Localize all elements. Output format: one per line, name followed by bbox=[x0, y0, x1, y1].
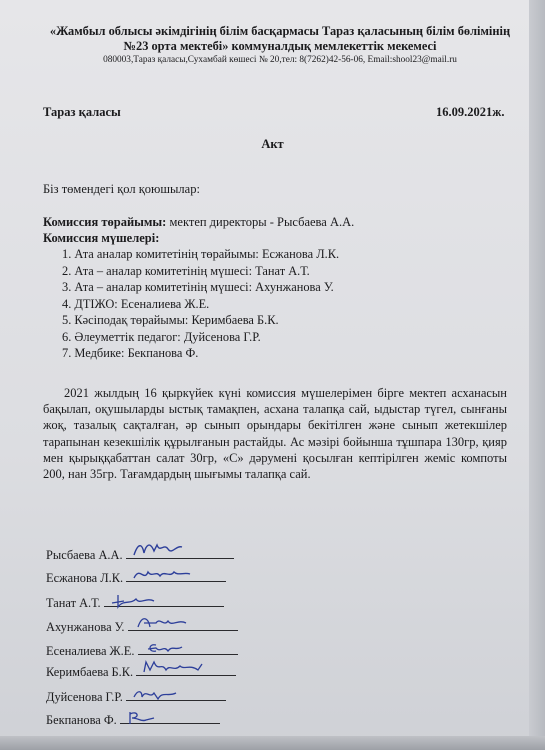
signer-name: Рысбаева А.А. bbox=[46, 548, 123, 562]
list-item: 4. ДТІЖО: Есеналиева Ж.Е. bbox=[62, 296, 210, 311]
signer-name: Дуйсенова Г.Р. bbox=[46, 690, 123, 704]
letterhead-line-2: №23 орта мектебі» коммуналдық мемлекеттік мекемесі bbox=[123, 39, 437, 53]
signature-row bbox=[46, 643, 238, 659]
act-paragraph: 2021 жылдың 16 қыркүйек күні комиссия мүшелерімен бірге мектеп асханасын бақылап, оқушыларды ыстық тамақпен, асхана талапқа сай, ыдыстар түгел, сынғаны жоқ, тазалық сақталған, әр сынып орындары бекітілген және сынып жетекшілер тарапынан кезекшілік құрылғанын растайды. Ас мәзірі бойынша тұшпара 130гр, қияр мен қырыққабаттан салат 30гр, «С» дәрумені қосылған кептірілген жеміс компоты 200, нан 35гр. Тағамдардың шығымы талапқа сай. bbox=[43, 386, 507, 482]
signature-line bbox=[120, 712, 220, 724]
signature-line bbox=[138, 643, 238, 655]
letterhead bbox=[40, 24, 520, 66]
signer-name: Танат А.Т. bbox=[46, 596, 101, 610]
signature-line bbox=[128, 619, 238, 631]
city: Тараз қаласы bbox=[43, 105, 121, 119]
signature-line bbox=[126, 570, 226, 582]
signature-row bbox=[46, 547, 234, 563]
chair-text: мектеп директоры - Рысбаева А.А. bbox=[166, 215, 355, 229]
signature-line bbox=[136, 664, 236, 676]
signature-line bbox=[126, 547, 234, 559]
members-list bbox=[43, 246, 339, 362]
handwritten-signature bbox=[140, 658, 206, 678]
list-item: 2. Ата – аналар комитетінің мүшесі: Танат А.Т. bbox=[62, 263, 310, 278]
members-heading: Комиссия мүшелері: bbox=[43, 231, 160, 245]
page-edge-shadow bbox=[529, 0, 545, 750]
handwritten-signature bbox=[130, 539, 190, 561]
signature-row bbox=[46, 619, 238, 635]
signature-row bbox=[46, 712, 220, 728]
signer-name: Ахунжанова У. bbox=[46, 620, 125, 634]
list-item: 1. Ата аналар комитетінің төрайымы: Есжанова Л.К. bbox=[62, 247, 340, 261]
list-item: 3. Ата – аналар комитетінің мүшесі: Ахунжанова У. bbox=[62, 280, 334, 294]
handwritten-signature bbox=[108, 591, 160, 609]
handwritten-signature bbox=[130, 685, 180, 703]
letterhead-line-1: «Жамбыл облысы әкімдігінің білім басқармасы Тараз қаласының білім бөлімінің bbox=[49, 24, 511, 38]
chair-label: Комиссия төрайымы: bbox=[43, 215, 167, 229]
letterhead-address: 080003,Тараз қаласы,Сухамбай көшесі № 20,тел: 8(7262)42-56-06, Email:shool23@mail.ru bbox=[103, 55, 457, 65]
page-bottom-shadow bbox=[0, 736, 545, 750]
list-item: 7. Медбике: Бекпанова Ф. bbox=[62, 346, 199, 360]
signature-row bbox=[46, 595, 224, 611]
handwritten-signature bbox=[130, 564, 194, 584]
commission-chair bbox=[43, 215, 354, 230]
handwritten-signature bbox=[142, 639, 186, 657]
signer-name: Есеналиева Ж.Е. bbox=[46, 644, 135, 658]
signer-name: Бекпанова Ф. bbox=[46, 713, 117, 727]
document-date: 16.09.2021ж. bbox=[436, 105, 505, 119]
signature-row bbox=[46, 664, 236, 680]
signature-row bbox=[46, 689, 226, 705]
handwritten-signature bbox=[132, 613, 192, 633]
signature-row bbox=[46, 570, 226, 586]
signature-line bbox=[126, 689, 226, 701]
list-item: 5. Кәсіподақ төрайымы: Керимбаева Б.К. bbox=[62, 313, 279, 327]
signature-line bbox=[104, 595, 224, 607]
intro-line: Біз төмендегі қол қоюшылар: bbox=[43, 182, 200, 196]
document-title: Акт bbox=[261, 137, 284, 151]
list-item: 6. Әлеуметтік педагог: Дуйсенова Г.Р. bbox=[62, 329, 261, 344]
handwritten-signature bbox=[124, 708, 160, 726]
signer-name: Керимбаева Б.К. bbox=[46, 665, 134, 679]
signer-name: Есжанова Л.К. bbox=[46, 571, 124, 585]
